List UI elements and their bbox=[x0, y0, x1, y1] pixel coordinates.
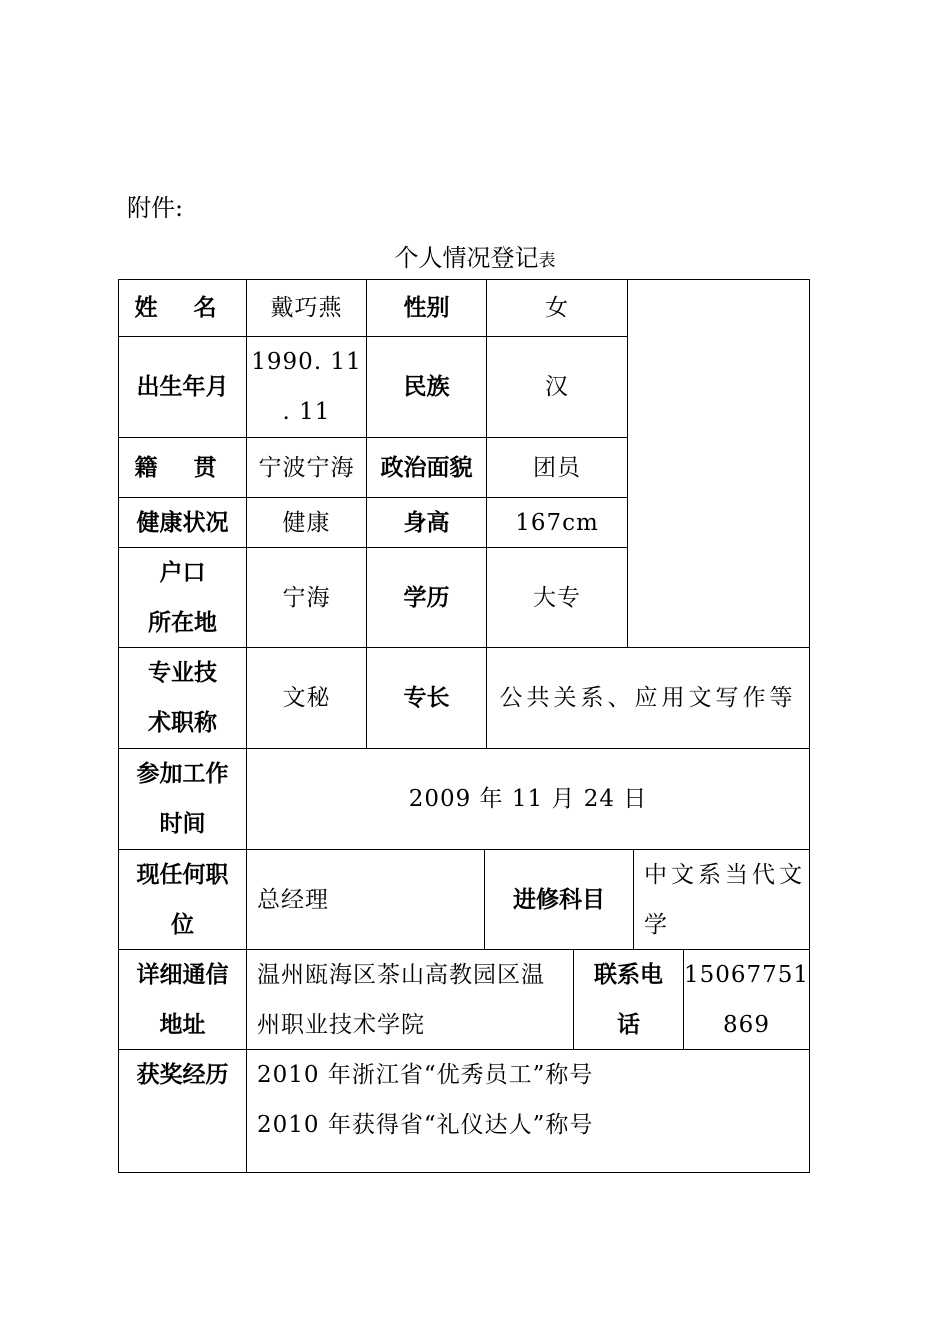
origin-value: 宁波宁海 bbox=[258, 454, 355, 481]
title-label bbox=[119, 648, 246, 748]
height-label: 身高 bbox=[403, 509, 450, 536]
position-label-line1: 现任何职 bbox=[136, 861, 229, 888]
address-label-line1: 详细通信 bbox=[136, 961, 229, 988]
address-value bbox=[247, 950, 573, 1049]
politics-value: 团员 bbox=[533, 454, 581, 481]
awards-value bbox=[247, 1050, 809, 1172]
address-label-line2: 地址 bbox=[159, 1011, 206, 1038]
hukou-label-line1: 户口 bbox=[159, 559, 206, 586]
title-label-line1: 专业技 bbox=[148, 660, 217, 686]
specialty-value: 公共关系、应用文写作等 bbox=[499, 685, 797, 711]
awards-label: 获奖经历 bbox=[136, 1062, 229, 1088]
training-value-line1: 中文系当代文 bbox=[644, 861, 806, 888]
ethnicity-label: 民族 bbox=[403, 374, 450, 400]
gender-label: 性别 bbox=[403, 295, 450, 321]
birth-value-line2: . 11 bbox=[282, 399, 331, 425]
gender-value: 女 bbox=[545, 295, 569, 321]
position-label bbox=[119, 850, 246, 949]
education-label: 学历 bbox=[403, 584, 450, 611]
address-label bbox=[119, 950, 246, 1049]
training-value bbox=[634, 850, 809, 949]
phone-label-line1: 联系电 bbox=[594, 961, 663, 988]
hukou-value: 宁海 bbox=[282, 584, 331, 611]
award-item: 2010 年获得省“礼仪达人”称号 bbox=[257, 1112, 594, 1138]
height-value: 167cm bbox=[515, 509, 599, 536]
work-start-label bbox=[119, 749, 246, 849]
specialty-label: 专长 bbox=[403, 685, 450, 711]
phone-label bbox=[574, 950, 683, 1049]
birth-value bbox=[247, 337, 366, 437]
health-label: 健康状况 bbox=[136, 509, 229, 536]
form-title-main: 个人情况登记 bbox=[394, 244, 539, 272]
work-start-label-line1: 参加工作 bbox=[136, 761, 229, 787]
form-title-suffix: 表 bbox=[538, 251, 556, 271]
hukou-label-line2: 所在地 bbox=[148, 609, 217, 636]
phone-value-line2: 869 bbox=[723, 1011, 770, 1038]
address-value-line2: 州职业技术学院 bbox=[257, 1011, 425, 1038]
hukou-label bbox=[119, 548, 246, 647]
training-label: 进修科目 bbox=[513, 886, 605, 913]
health-value: 健康 bbox=[282, 509, 331, 536]
phone-value-line1: 15067751 bbox=[683, 961, 810, 988]
birth-value-line1: 1990. 11 bbox=[251, 349, 362, 375]
ethnicity-value: 汉 bbox=[545, 374, 569, 400]
title-label-line2: 术职称 bbox=[148, 710, 217, 736]
education-value: 大专 bbox=[533, 584, 581, 611]
phone-label-line2: 话 bbox=[617, 1011, 640, 1038]
birth-label: 出生年月 bbox=[136, 374, 229, 400]
politics-label: 政治面貌 bbox=[380, 454, 473, 481]
title-value: 文秘 bbox=[282, 685, 331, 711]
origin-label: 籍 贯 bbox=[134, 454, 231, 481]
attachment-label: 附件: bbox=[127, 194, 184, 222]
position-label-line2: 位 bbox=[171, 911, 194, 938]
name-value: 戴巧燕 bbox=[270, 295, 343, 321]
photo-area bbox=[628, 280, 809, 647]
work-start-value: 2009 年 11 月 24 日 bbox=[408, 786, 648, 812]
phone-value bbox=[684, 950, 809, 1049]
position-value: 总经理 bbox=[257, 886, 329, 913]
award-item: 2010 年浙江省“优秀员工”称号 bbox=[257, 1062, 594, 1088]
training-value-line2: 学 bbox=[644, 911, 671, 938]
address-value-line1: 温州瓯海区茶山高教园区温 bbox=[257, 961, 545, 988]
name-label: 姓 名 bbox=[134, 295, 231, 321]
work-start-label-line2: 时间 bbox=[159, 811, 206, 837]
